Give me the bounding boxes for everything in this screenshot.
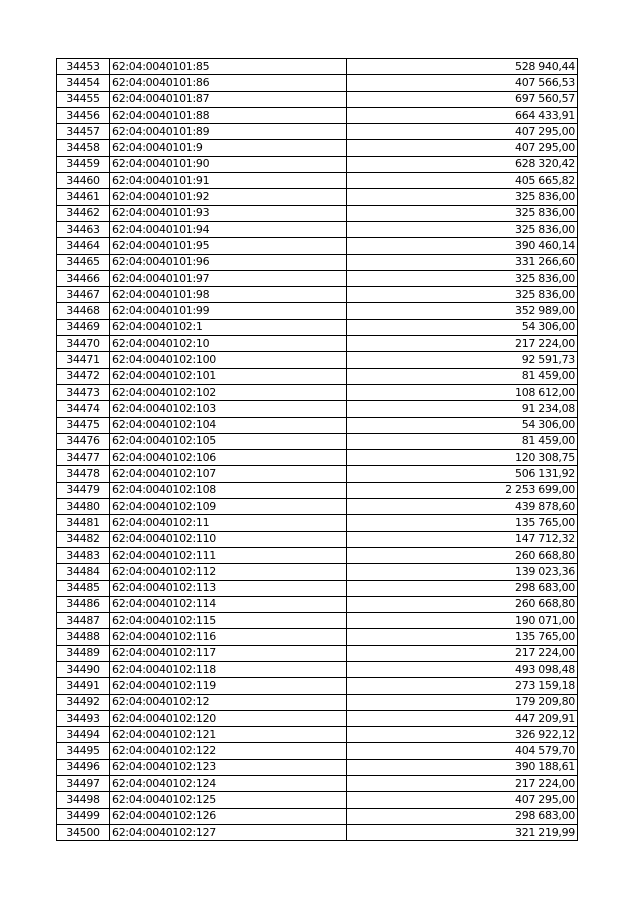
- row-number-cell: 34484: [57, 564, 110, 580]
- table-row: [57, 629, 578, 645]
- value-cell: 260 668,80: [347, 547, 578, 563]
- table-row: [57, 173, 578, 189]
- row-number-cell: 34487: [57, 613, 110, 629]
- row-number-cell: 34471: [57, 352, 110, 368]
- row-number-cell: 34493: [57, 710, 110, 726]
- row-number-cell: 34480: [57, 499, 110, 515]
- value-cell: 217 224,00: [347, 776, 578, 792]
- table-row: [57, 368, 578, 384]
- table-row: [57, 613, 578, 629]
- value-cell: 120 308,75: [347, 450, 578, 466]
- value-cell: 54 306,00: [347, 417, 578, 433]
- table-row: [57, 596, 578, 612]
- cadastral-number-cell: 62:04:0040102:113: [110, 580, 347, 596]
- row-number-cell: 34489: [57, 645, 110, 661]
- cadastral-number-cell: 62:04:0040102:110: [110, 531, 347, 547]
- row-number-cell: 34473: [57, 384, 110, 400]
- cadastral-number-cell: 62:04:0040101:96: [110, 254, 347, 270]
- value-cell: 325 836,00: [347, 221, 578, 237]
- row-number-cell: 34454: [57, 75, 110, 91]
- cadastral-number-cell: 62:04:0040101:90: [110, 156, 347, 172]
- table-body: [57, 59, 578, 841]
- value-cell: 664 433,91: [347, 107, 578, 123]
- table-row: [57, 661, 578, 677]
- row-number-cell: 34492: [57, 694, 110, 710]
- value-cell: 407 295,00: [347, 792, 578, 808]
- row-number-cell: 34476: [57, 433, 110, 449]
- row-number-cell: 34474: [57, 401, 110, 417]
- value-cell: 298 683,00: [347, 808, 578, 824]
- row-number-cell: 34465: [57, 254, 110, 270]
- value-cell: 493 098,48: [347, 661, 578, 677]
- table-row: [57, 466, 578, 482]
- row-number-cell: 34495: [57, 743, 110, 759]
- table-row: [57, 417, 578, 433]
- value-cell: 407 295,00: [347, 140, 578, 156]
- cadastral-number-cell: 62:04:0040102:126: [110, 808, 347, 824]
- table-row: [57, 482, 578, 498]
- cadastral-number-cell: 62:04:0040102:111: [110, 547, 347, 563]
- row-number-cell: 34456: [57, 107, 110, 123]
- value-cell: 135 765,00: [347, 629, 578, 645]
- row-number-cell: 34472: [57, 368, 110, 384]
- value-cell: 390 460,14: [347, 238, 578, 254]
- table-row: [57, 384, 578, 400]
- table-row: [57, 759, 578, 775]
- cadastral-number-cell: 62:04:0040102:12: [110, 694, 347, 710]
- table-row: [57, 254, 578, 270]
- row-number-cell: 34497: [57, 776, 110, 792]
- row-number-cell: 34461: [57, 189, 110, 205]
- table-row: [57, 270, 578, 286]
- table-row: [57, 776, 578, 792]
- cadastral-number-cell: 62:04:0040101:88: [110, 107, 347, 123]
- row-number-cell: 34459: [57, 156, 110, 172]
- cadastral-value-table: [56, 58, 578, 841]
- cadastral-number-cell: 62:04:0040102:123: [110, 759, 347, 775]
- table-row: [57, 808, 578, 824]
- value-cell: 325 836,00: [347, 287, 578, 303]
- value-cell: 404 579,70: [347, 743, 578, 759]
- table-row: [57, 189, 578, 205]
- table-row: [57, 564, 578, 580]
- cadastral-number-cell: 62:04:0040102:116: [110, 629, 347, 645]
- row-number-cell: 34479: [57, 482, 110, 498]
- cadastral-number-cell: 62:04:0040102:125: [110, 792, 347, 808]
- table-row: [57, 107, 578, 123]
- cadastral-number-cell: 62:04:0040102:102: [110, 384, 347, 400]
- row-number-cell: 34498: [57, 792, 110, 808]
- value-cell: 390 188,61: [347, 759, 578, 775]
- cadastral-number-cell: 62:04:0040102:120: [110, 710, 347, 726]
- table-row: [57, 792, 578, 808]
- cadastral-number-cell: 62:04:0040101:85: [110, 59, 347, 75]
- value-cell: 325 836,00: [347, 205, 578, 221]
- table-row: [57, 221, 578, 237]
- table-row: [57, 75, 578, 91]
- value-cell: 190 071,00: [347, 613, 578, 629]
- value-cell: 54 306,00: [347, 319, 578, 335]
- row-number-cell: 34475: [57, 417, 110, 433]
- cadastral-number-cell: 62:04:0040102:124: [110, 776, 347, 792]
- row-number-cell: 34470: [57, 336, 110, 352]
- value-cell: 2 253 699,00: [347, 482, 578, 498]
- cadastral-number-cell: 62:04:0040101:92: [110, 189, 347, 205]
- value-cell: 108 612,00: [347, 384, 578, 400]
- table-row: [57, 710, 578, 726]
- cadastral-number-cell: 62:04:0040102:101: [110, 368, 347, 384]
- table-row: [57, 531, 578, 547]
- value-cell: 217 224,00: [347, 336, 578, 352]
- row-number-cell: 34477: [57, 450, 110, 466]
- value-cell: 325 836,00: [347, 189, 578, 205]
- cadastral-number-cell: 62:04:0040102:114: [110, 596, 347, 612]
- value-cell: 81 459,00: [347, 368, 578, 384]
- cadastral-number-cell: 62:04:0040102:108: [110, 482, 347, 498]
- value-cell: 92 591,73: [347, 352, 578, 368]
- cadastral-number-cell: 62:04:0040101:93: [110, 205, 347, 221]
- row-number-cell: 34468: [57, 303, 110, 319]
- row-number-cell: 34496: [57, 759, 110, 775]
- value-cell: 273 159,18: [347, 678, 578, 694]
- row-number-cell: 34485: [57, 580, 110, 596]
- table-row: [57, 743, 578, 759]
- value-cell: 439 878,60: [347, 499, 578, 515]
- table-row: [57, 59, 578, 75]
- row-number-cell: 34491: [57, 678, 110, 694]
- value-cell: 217 224,00: [347, 645, 578, 661]
- table-row: [57, 205, 578, 221]
- cadastral-number-cell: 62:04:0040101:94: [110, 221, 347, 237]
- cadastral-number-cell: 62:04:0040102:103: [110, 401, 347, 417]
- row-number-cell: 34478: [57, 466, 110, 482]
- row-number-cell: 34500: [57, 824, 110, 840]
- value-cell: 447 209,91: [347, 710, 578, 726]
- table-row: [57, 319, 578, 335]
- value-cell: 91 234,08: [347, 401, 578, 417]
- row-number-cell: 34482: [57, 531, 110, 547]
- row-number-cell: 34486: [57, 596, 110, 612]
- row-number-cell: 34464: [57, 238, 110, 254]
- row-number-cell: 34499: [57, 808, 110, 824]
- table-row: [57, 678, 578, 694]
- row-number-cell: 34494: [57, 727, 110, 743]
- cadastral-number-cell: 62:04:0040102:100: [110, 352, 347, 368]
- cadastral-number-cell: 62:04:0040102:118: [110, 661, 347, 677]
- table-row: [57, 401, 578, 417]
- row-number-cell: 34458: [57, 140, 110, 156]
- value-cell: 325 836,00: [347, 270, 578, 286]
- table-row: [57, 645, 578, 661]
- cadastral-number-cell: 62:04:0040101:9: [110, 140, 347, 156]
- row-number-cell: 34457: [57, 124, 110, 140]
- table-row: [57, 499, 578, 515]
- table-row: [57, 580, 578, 596]
- cadastral-number-cell: 62:04:0040101:97: [110, 270, 347, 286]
- cadastral-number-cell: 62:04:0040102:1: [110, 319, 347, 335]
- cadastral-number-cell: 62:04:0040102:119: [110, 678, 347, 694]
- row-number-cell: 34469: [57, 319, 110, 335]
- row-number-cell: 34462: [57, 205, 110, 221]
- value-cell: 405 665,82: [347, 173, 578, 189]
- cadastral-number-cell: 62:04:0040101:91: [110, 173, 347, 189]
- table-row: [57, 336, 578, 352]
- cadastral-number-cell: 62:04:0040102:121: [110, 727, 347, 743]
- table-row: [57, 124, 578, 140]
- table-row: [57, 287, 578, 303]
- value-cell: 697 560,57: [347, 91, 578, 107]
- table-row: [57, 303, 578, 319]
- table-row: [57, 450, 578, 466]
- cadastral-number-cell: 62:04:0040101:87: [110, 91, 347, 107]
- cadastral-number-cell: 62:04:0040101:98: [110, 287, 347, 303]
- table-row: [57, 727, 578, 743]
- row-number-cell: 34481: [57, 515, 110, 531]
- table-row: [57, 91, 578, 107]
- table-row: [57, 156, 578, 172]
- value-cell: 321 219,99: [347, 824, 578, 840]
- value-cell: 139 023,36: [347, 564, 578, 580]
- table-row: [57, 352, 578, 368]
- cadastral-number-cell: 62:04:0040102:104: [110, 417, 347, 433]
- row-number-cell: 34455: [57, 91, 110, 107]
- value-cell: 147 712,32: [347, 531, 578, 547]
- cadastral-number-cell: 62:04:0040102:106: [110, 450, 347, 466]
- table-row: [57, 694, 578, 710]
- value-cell: 628 320,42: [347, 156, 578, 172]
- value-cell: 528 940,44: [347, 59, 578, 75]
- table-row: [57, 140, 578, 156]
- row-number-cell: 34453: [57, 59, 110, 75]
- cadastral-number-cell: 62:04:0040102:115: [110, 613, 347, 629]
- row-number-cell: 34488: [57, 629, 110, 645]
- value-cell: 326 922,12: [347, 727, 578, 743]
- cadastral-number-cell: 62:04:0040102:122: [110, 743, 347, 759]
- cadastral-number-cell: 62:04:0040102:112: [110, 564, 347, 580]
- cadastral-number-cell: 62:04:0040101:95: [110, 238, 347, 254]
- cadastral-number-cell: 62:04:0040101:99: [110, 303, 347, 319]
- table-row: [57, 515, 578, 531]
- cadastral-number-cell: 62:04:0040102:117: [110, 645, 347, 661]
- value-cell: 506 131,92: [347, 466, 578, 482]
- value-cell: 407 295,00: [347, 124, 578, 140]
- cadastral-number-cell: 62:04:0040101:89: [110, 124, 347, 140]
- cadastral-number-cell: 62:04:0040102:105: [110, 433, 347, 449]
- value-cell: 352 989,00: [347, 303, 578, 319]
- cadastral-number-cell: 62:04:0040102:10: [110, 336, 347, 352]
- value-cell: 260 668,80: [347, 596, 578, 612]
- cadastral-number-cell: 62:04:0040102:127: [110, 824, 347, 840]
- table-row: [57, 433, 578, 449]
- value-cell: 135 765,00: [347, 515, 578, 531]
- cadastral-number-cell: 62:04:0040101:86: [110, 75, 347, 91]
- value-cell: 179 209,80: [347, 694, 578, 710]
- table-row: [57, 824, 578, 840]
- table-row: [57, 547, 578, 563]
- table-row: [57, 238, 578, 254]
- value-cell: 81 459,00: [347, 433, 578, 449]
- value-cell: 331 266,60: [347, 254, 578, 270]
- row-number-cell: 34483: [57, 547, 110, 563]
- row-number-cell: 34466: [57, 270, 110, 286]
- value-cell: 407 566,53: [347, 75, 578, 91]
- row-number-cell: 34467: [57, 287, 110, 303]
- row-number-cell: 34490: [57, 661, 110, 677]
- value-cell: 298 683,00: [347, 580, 578, 596]
- row-number-cell: 34463: [57, 221, 110, 237]
- cadastral-number-cell: 62:04:0040102:107: [110, 466, 347, 482]
- row-number-cell: 34460: [57, 173, 110, 189]
- cadastral-number-cell: 62:04:0040102:109: [110, 499, 347, 515]
- cadastral-number-cell: 62:04:0040102:11: [110, 515, 347, 531]
